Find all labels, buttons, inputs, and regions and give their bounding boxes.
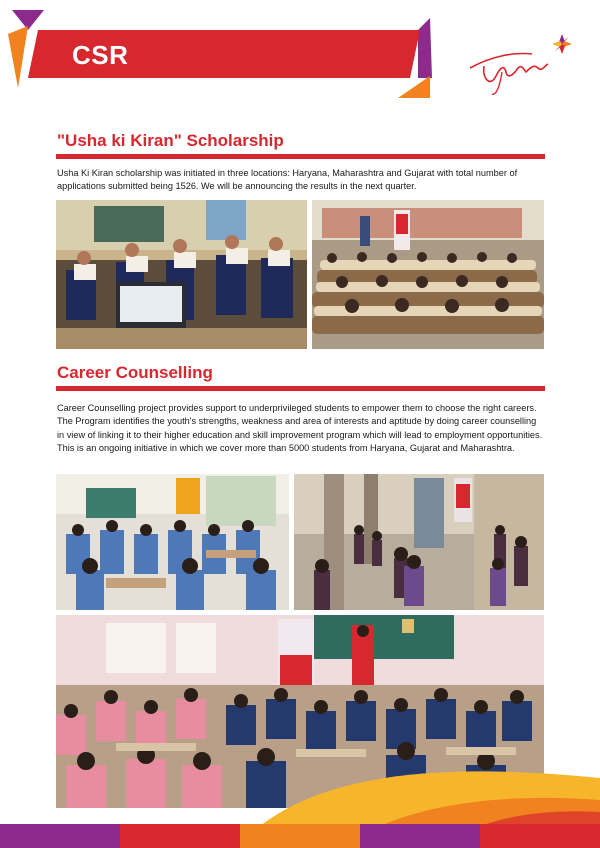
counselling-title: Career Counselling bbox=[57, 363, 213, 382]
photo-scholarship-outdoor bbox=[312, 200, 544, 349]
counselling-text: Career Counselling project provides support to underprivileged students to empower them to choose the right careers. The Program identifies the youth's strengths, weakness and area of interests and aptitude by doing career counselling in view of linking it to their higher education and skill improvement program which will lead to employment opportunities. This is an ongoing initiative in which we cover more than 5000 students from Haryana, Gujarat and Maharashtra. bbox=[57, 403, 543, 453]
counselling-rule bbox=[56, 386, 545, 391]
flower-icon bbox=[552, 34, 572, 54]
purple-triangle-right bbox=[418, 18, 432, 78]
scholarship-text: Usha Ki Kiran scholarship was initiated in three locations: Haryana, Maharashtra and Gujarat with total number of applications submitted being 1526. We will be announcing the results in the next quarter. bbox=[57, 168, 518, 192]
brand-logo bbox=[462, 28, 580, 100]
scholarship-title: "Usha ki Kiran" Scholarship bbox=[57, 131, 284, 150]
purple-triangle-top-left bbox=[12, 10, 44, 30]
footer-color-strip bbox=[0, 824, 600, 848]
page-title: CSR bbox=[72, 40, 129, 70]
scholarship-rule bbox=[56, 154, 545, 159]
orange-triangle-right bbox=[398, 76, 430, 98]
photo-counselling-classroom bbox=[56, 474, 289, 610]
photo-scholarship-classroom bbox=[56, 200, 307, 349]
photo-counselling-corridor bbox=[294, 474, 544, 610]
orange-triangle-left bbox=[8, 26, 28, 88]
footer-wave bbox=[0, 760, 600, 826]
